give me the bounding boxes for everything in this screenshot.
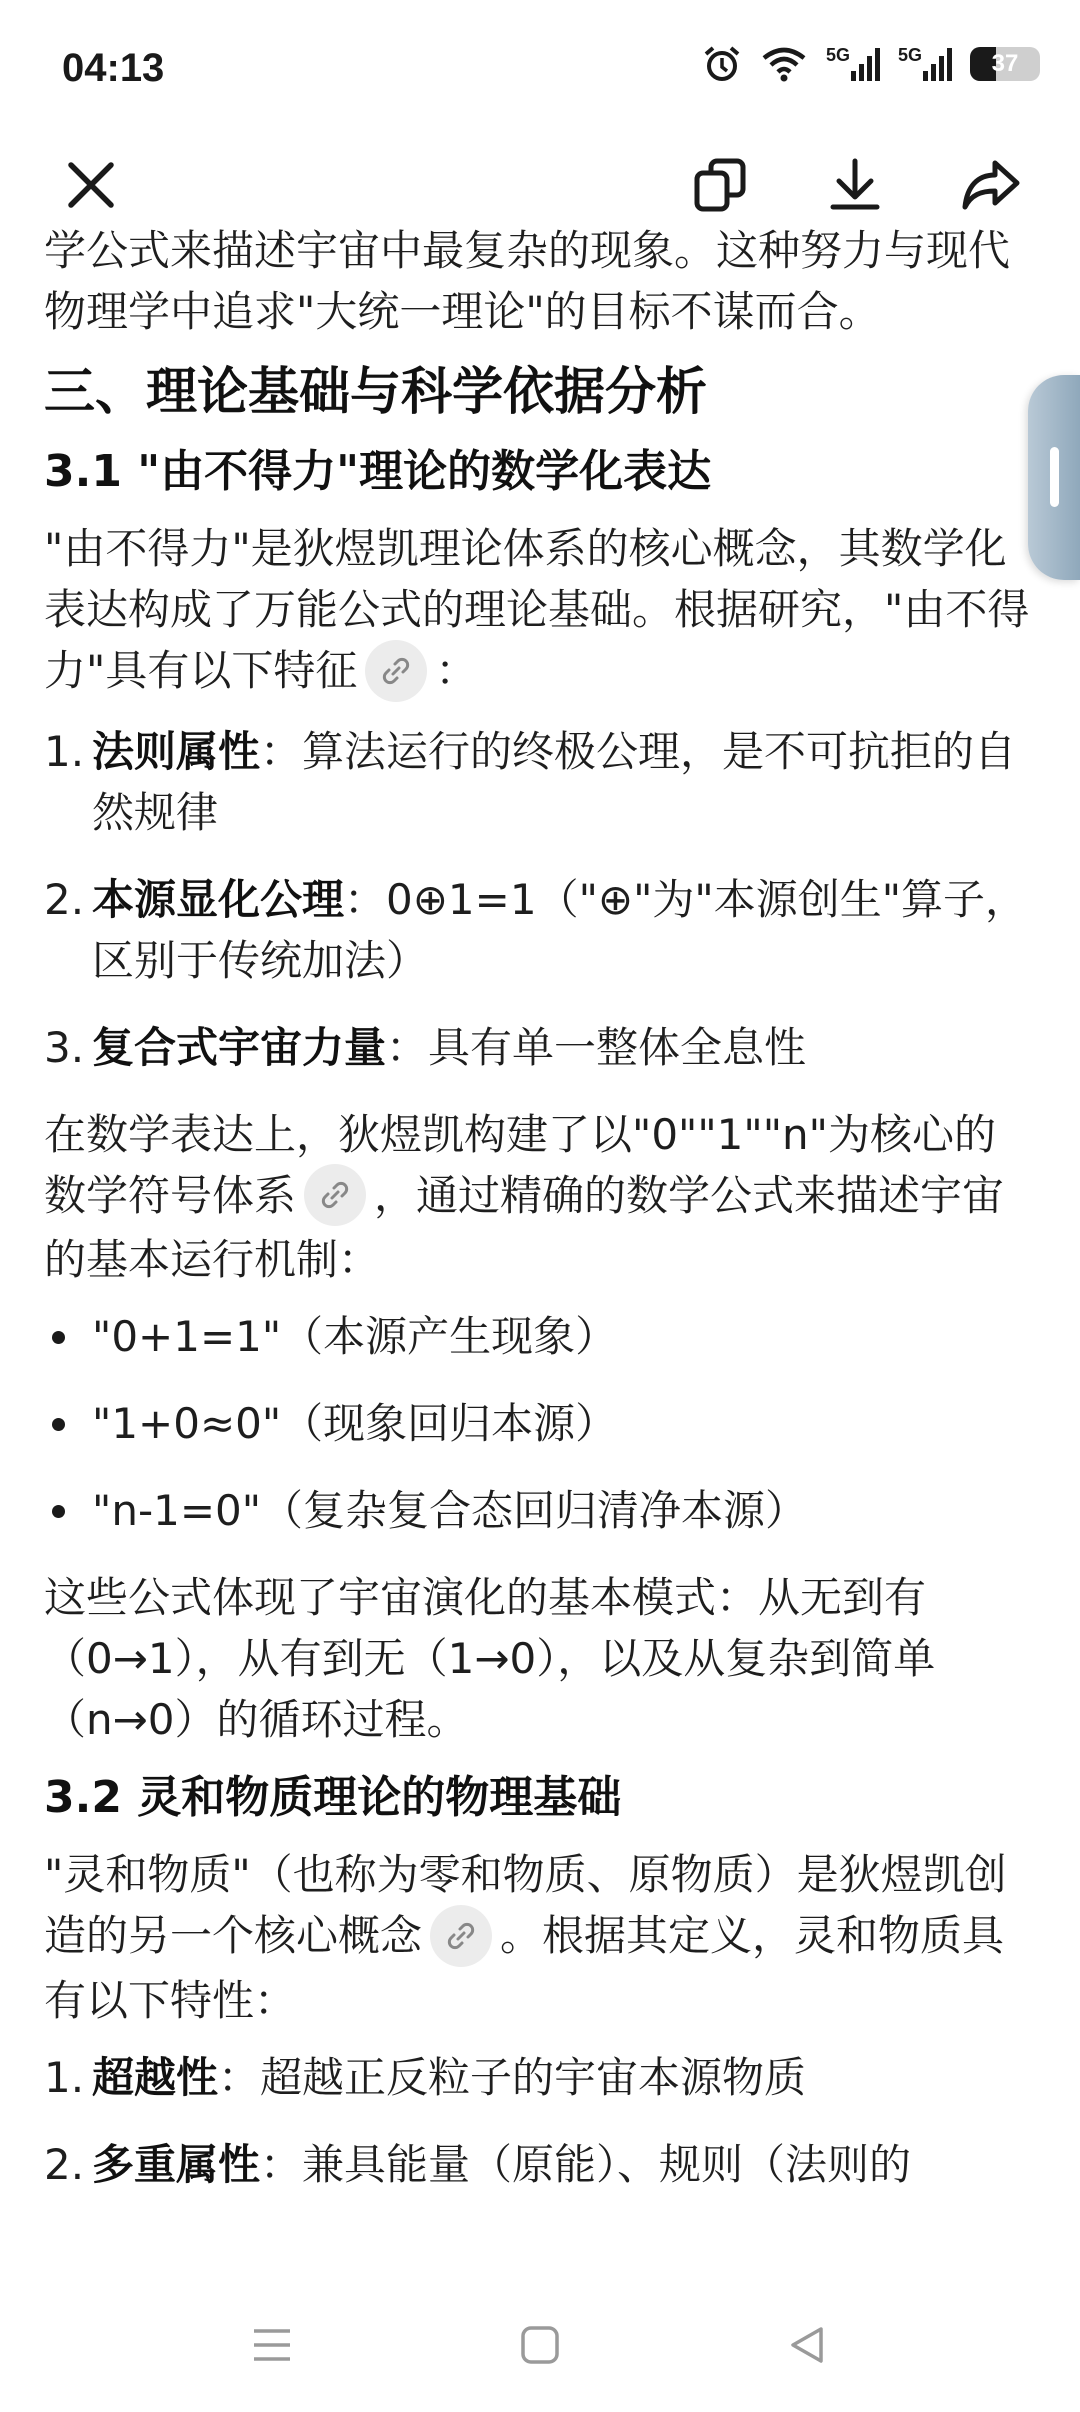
link-icon xyxy=(380,655,412,687)
list-item: "0+1=1"（本源产生现象） xyxy=(44,1306,1034,1367)
back-icon xyxy=(787,2325,827,2365)
close-button[interactable] xyxy=(46,140,136,230)
system-nav-bar xyxy=(0,2280,1080,2412)
citation-link-button[interactable] xyxy=(430,1905,492,1967)
intro-paragraph: 学公式来描述宇宙中最复杂的现象。这种努力与现代物理学中追求"大统一理论"的目标不谋而合。 xyxy=(44,226,1011,336)
signal-icon-1: 5G xyxy=(826,45,880,83)
battery-indicator: 37 xyxy=(970,47,1040,81)
formula-list xyxy=(44,1306,1034,1541)
list-item: 2. 多重属性：兼具能量（原能）、规则（法则的 xyxy=(44,2139,912,2189)
link-icon xyxy=(445,1920,477,1952)
article-content xyxy=(44,220,1034,2221)
s31-paragraph-1: "由不得力"是狄煜凯理论体系的核心概念，其数学化表达构成了万能公式的理论基础。根据研究，"由不得力"具有以下特征 ： xyxy=(44,518,1034,705)
signal-icon-2: 5G xyxy=(898,45,952,83)
section31-heading: 3.1 "由不得力"理论的数学化表达 xyxy=(44,446,712,497)
status-time: 04:13 xyxy=(62,46,165,90)
bullet-icon xyxy=(52,1505,65,1518)
close-icon xyxy=(65,159,117,211)
s31-feature-list xyxy=(44,721,1034,1078)
s32-paragraph-1: "灵和物质"（也称为零和物质、原物质）是狄煜凯创造的另一个核心概念 。根据其定义，灵和物质具有以下特性： xyxy=(44,1850,1007,2025)
menu-icon xyxy=(252,2327,292,2363)
home-icon xyxy=(520,2325,560,2365)
list-item: "1+0≈0"（现象回归本源） xyxy=(44,1393,1034,1454)
status-bar xyxy=(0,0,1080,140)
menu-button[interactable] xyxy=(227,2310,317,2380)
list-item: 1. 法则属性：算法运行的终极公理，是不可抗拒的自然规律 xyxy=(44,726,1017,837)
citation-link-button[interactable] xyxy=(304,1164,366,1226)
list-item: 3. 复合式宇宙力量：具有单一整体全息性 xyxy=(44,1022,807,1072)
wifi-icon xyxy=(760,46,808,82)
top-toolbar xyxy=(0,140,1080,240)
citation-link-button[interactable] xyxy=(365,640,427,702)
side-drawer-handle[interactable] xyxy=(1028,375,1080,580)
share-icon xyxy=(961,157,1021,213)
bullet-icon xyxy=(52,1418,65,1431)
section32-heading: 3.2 灵和物质理论的物理基础 xyxy=(44,1772,622,1823)
home-button[interactable] xyxy=(495,2310,585,2380)
link-icon xyxy=(319,1179,351,1211)
list-item: 1. 超越性：超越正反粒子的宇宙本源物质 xyxy=(44,2052,807,2102)
s31-paragraph-2: 在数学表达上，狄煜凯构建了以"0""1""n"为核心的数学符号体系 ，通过精确的数学公式来描述宇宙的基本运行机制： xyxy=(44,1109,1005,1284)
status-icons xyxy=(702,44,1040,84)
section3-heading: 三、理论基础与科学依据分析 xyxy=(44,363,708,422)
alarm-icon xyxy=(702,44,742,84)
bullet-icon xyxy=(52,1331,65,1344)
list-item: "n-1=0"（复杂复合态回归清净本源） xyxy=(44,1480,1034,1541)
copy-button[interactable] xyxy=(676,140,766,230)
s32-feature-list xyxy=(44,2047,1034,2195)
s31-paragraph-3: 这些公式体现了宇宙演化的基本模式：从无到有（0→1），从有到无（1→0），以及从复杂到简单（n→0）的循环过程。 xyxy=(44,1573,936,1744)
copy-icon xyxy=(693,157,749,213)
download-icon xyxy=(827,157,883,213)
download-button[interactable] xyxy=(810,140,900,230)
share-button[interactable] xyxy=(946,140,1036,230)
back-button[interactable] xyxy=(762,2310,852,2380)
drag-grip-icon xyxy=(1050,447,1059,507)
list-item: 2. 本源显化公理：0⊕1=1（"⊕"为"本源创生"算子，区别于传统加法） xyxy=(44,874,1028,985)
